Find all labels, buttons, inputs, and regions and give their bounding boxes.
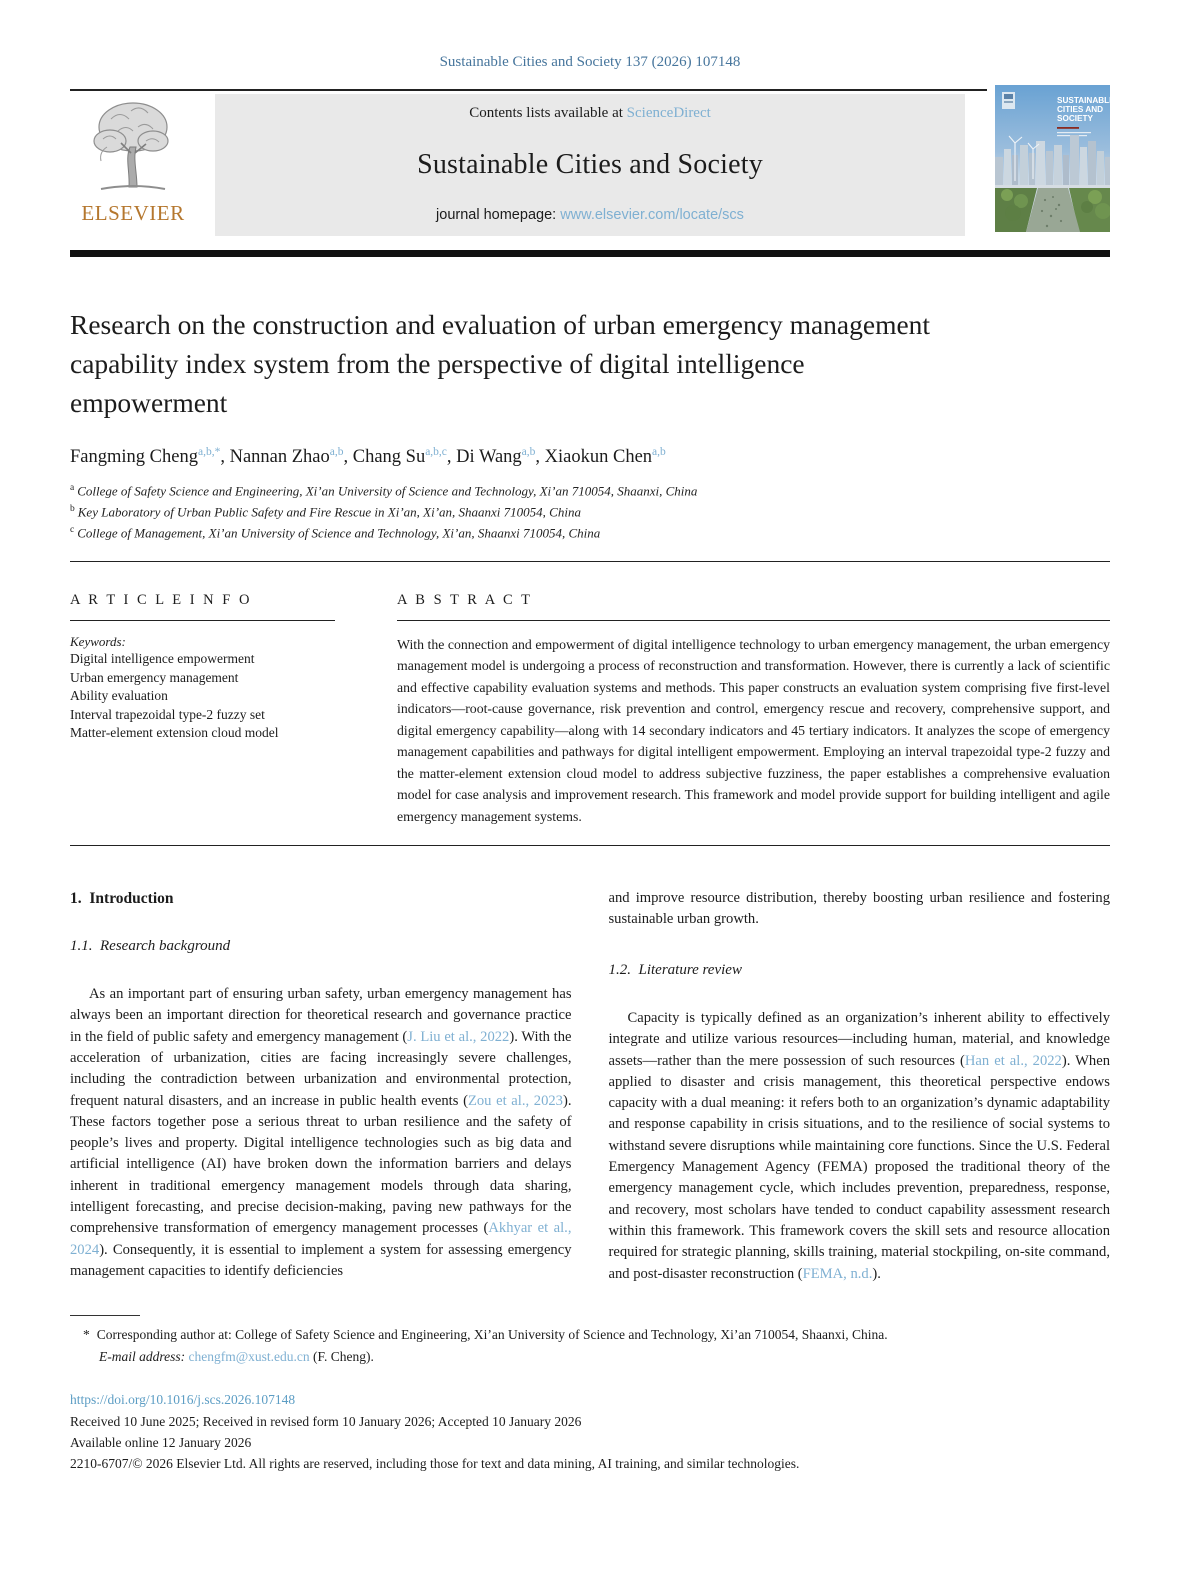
text-link[interactable]: a,b bbox=[521, 446, 536, 459]
affiliations bbox=[70, 481, 1110, 544]
body-columns bbox=[70, 888, 1110, 1285]
abstract-column bbox=[397, 592, 1110, 828]
keyword: Ability evaluation bbox=[70, 688, 168, 704]
affiliation-sup: a bbox=[70, 483, 75, 494]
available-online: Available online 12 January 2026 bbox=[70, 1435, 252, 1451]
text-link[interactable]: a,b bbox=[329, 446, 344, 459]
affiliation-sup: c bbox=[70, 525, 75, 536]
article-info-rule bbox=[70, 620, 335, 621]
keyword: Matter-element extension cloud model bbox=[70, 725, 279, 741]
text-link[interactable]: a,b,* bbox=[197, 446, 221, 459]
journal-banner bbox=[215, 94, 965, 236]
text-link[interactable]: FEMA, n.d. bbox=[802, 1265, 873, 1282]
affiliation-line bbox=[70, 502, 1110, 523]
keyword: Urban emergency management bbox=[70, 669, 239, 685]
affiliation-text: College of Safety Science and Engineering, Xi’an University of Science and Technology, Xi’an 710054, Shaanxi, China bbox=[77, 483, 698, 499]
received-dates: Received 10 June 2025; Received in revised form 10 January 2026; Accepted 10 January 2026 bbox=[70, 1413, 582, 1429]
text-link[interactable]: ScienceDirect bbox=[626, 105, 711, 121]
header-top-rule bbox=[70, 89, 987, 91]
article-title: Research on the construction and evaluation of urban emergency management capability index system from the perspective of digital intelligence empowerment bbox=[70, 309, 931, 419]
affiliation-text: Key Laboratory of Urban Public Safety and Fire Rescue in Xi’an, Xi’an, Shaanxi 710054, China bbox=[77, 504, 581, 520]
elsevier-logo[interactable] bbox=[72, 97, 194, 226]
footnote-rule bbox=[70, 1315, 140, 1316]
footnote-block bbox=[70, 1315, 1110, 1368]
svg-text:CITIES AND: CITIES AND bbox=[1057, 105, 1104, 114]
article-info-column bbox=[70, 592, 335, 828]
text-link[interactable]: J. Liu et al., 2022 bbox=[407, 1028, 510, 1045]
article-info-heading: A R T I C L E I N F O bbox=[70, 591, 252, 608]
text-link[interactable]: a,b bbox=[652, 446, 666, 459]
contents-list-line: Contents lists available at ScienceDirect bbox=[469, 105, 711, 121]
affiliation-line bbox=[70, 523, 1110, 544]
text-link[interactable]: chengfm@xust.edu.cn bbox=[188, 1349, 310, 1365]
section-heading-introduction: 1. Introduction bbox=[70, 889, 174, 907]
journal-cover[interactable] bbox=[995, 85, 1110, 232]
affiliation-sup: b bbox=[70, 504, 75, 515]
affiliation-text: College of Management, Xi’an University of Science and Technology, Xi’an, Shaanxi 710054, China bbox=[77, 525, 601, 541]
text-link[interactable]: Zou et al., 2023 bbox=[467, 1092, 563, 1109]
corresponding-author-text: Corresponding author at: College of Safety Science and Engineering, Xi’an University of Science and Technology, Xi’an 710054, Shaanxi, China. bbox=[96, 1326, 888, 1342]
footnote-marker: * bbox=[83, 1326, 90, 1342]
text-link[interactable]: a,b,c bbox=[425, 446, 447, 459]
journal-homepage-line: journal homepage: www.elsevier.com/locate/scs bbox=[436, 207, 744, 223]
affiliation-line bbox=[70, 481, 1110, 502]
elsevier-wordmark: ELSEVIER bbox=[81, 201, 185, 225]
text-link[interactable]: www.elsevier.com/locate/scs bbox=[560, 207, 744, 223]
text-link[interactable]: Akhyar et al., 2024 bbox=[70, 1220, 572, 1258]
subsection-heading-research-background: 1.1. Research background bbox=[70, 938, 231, 955]
text-link[interactable]: Han et al., 2022 bbox=[964, 1052, 1062, 1069]
journal-cover-art bbox=[995, 85, 1110, 232]
journal-header-band bbox=[70, 89, 1110, 238]
header-thick-rule bbox=[70, 250, 1110, 257]
divider-rule bbox=[70, 561, 1110, 562]
paragraph-literature-review: Capacity is typically defined as an organization’s inherent ability to effectively integrate and utilize various resources—including human, material, and knowledge assets—rather than the mere possession of such resources (Han et al., 2022). When applied to disaster and crisis management, this theoretical perspective endows capacity with a dual meaning: it refers both to an organization’s dynamic adaptability and response capability in crisis situations, and to the resilience of social systems to withstand severe disruptions while maintaining core functions. Since the U.S. Federal Emergency Management Agency (FEMA) proposed the traditional theory of the emergency management cycle, which includes prevention, preparedness, response, and recovery, most scholars have tended to conduct capability assessment research within this framework. This framework covers the skill sets and resource allocation required for strategic planning, skills training, material stockpiling, on-site command, and post-disaster reconstruction (FEMA, n.d.). bbox=[608, 1010, 1110, 1282]
abstract-text: With the connection and empowerment of digital intelligence technology to urban emergency management, the urban emergency management model is undergoing a process of reconstruction and transformation. However, there is currently a lack of scientific and effective capability evaluation systems and methods. This paper constructs an evaluation system comprising five first-level indicators—root-cause governance, risk prevention and control, emergency rescue and recovery, comprehensive support, and digital emergency capability—along with 14 secondary indicators and 45 tertiary indicators. It analyzes the scope of emergency management capabilities and pathways for digital intelligent empowerment. Employing an interval trapezoidal type-2 fuzzy and the matter-element extension cloud model to address subjective fuzziness, the paper establishes a comprehensive evaluation model for case analysis and improvement research. This framework and model provide support for building intelligent and agile emergency management systems. bbox=[397, 636, 1110, 824]
keywords-label: Keywords: bbox=[70, 633, 126, 649]
right-column bbox=[609, 888, 1111, 1285]
corresponding-author-note bbox=[70, 1325, 1110, 1345]
svg-text:SOCIETY: SOCIETY bbox=[1057, 114, 1093, 123]
keyword: Interval trapezoidal type-2 fuzzy set bbox=[70, 706, 265, 722]
paragraph-research-background: As an important part of ensuring urban safety, urban emergency management has always been an important direction for theoretical research and governance practice in the field of public safety and emergency management (J. Liu et al., 2022). With the acceleration of urbanization, cities are facing increasingly severe challenges, including the contradiction between urbanization and environmental protection, frequent natural disasters, and an increase in public health events (Zou et al., 2023). These factors together pose a serious threat to urban resilience and the safety of people’s lives and property. Digital intelligence technologies such as big data and artificial intelligence (AI) have broken down the information barriers and delays inherent in traditional emergency management models through data sharing, intelligent forecasting, and precise decision-making, paving new pathways for the comprehensive transformation of emergency management processes (Akhyar et al., 2024). Consequently, it is essential to implement a system for assessing emergency management capacities to identify deficiencies bbox=[70, 986, 572, 1279]
running-head-citation: Sustainable Cities and Society 137 (2026) 107148 bbox=[439, 54, 741, 70]
keyword: Digital intelligence empowerment bbox=[70, 650, 255, 666]
abstract-heading: A B S T R A C T bbox=[397, 591, 533, 608]
elsevier-tree-icon bbox=[83, 97, 183, 195]
copyright-line: 2210-6707/© 2026 Elsevier Ltd. All rights are reserved, including those for text and data mining, AI training, and similar technologies. bbox=[70, 1456, 800, 1472]
svg-text:SUSTAINABLE: SUSTAINABLE bbox=[1057, 96, 1110, 105]
email-line: E-mail address: chengfm@xust.edu.cn (F. Cheng). bbox=[99, 1349, 374, 1365]
paragraph-continuation: and improve resource distribution, thereby boosting urban resilience and fostering sustainable urban growth. bbox=[608, 889, 1110, 927]
subsection-heading-literature-review: 1.2. Literature review bbox=[608, 962, 742, 979]
article-footer bbox=[70, 1389, 1110, 1474]
left-column bbox=[70, 888, 572, 1285]
journal-title: Sustainable Cities and Society bbox=[417, 148, 763, 180]
abstract-rule bbox=[397, 620, 1110, 621]
divider-rule bbox=[70, 845, 1110, 846]
doi-link[interactable]: https://doi.org/10.1016/j.scs.2026.107148 bbox=[70, 1392, 296, 1408]
author-list: Fangming Cheng$^{a,b,*}$, Nannan Zhao$^{a,b}$, Chang Su$^{a,b,c}$, Di Wang$^{a,b}$, Xiaokun Chen$^{a,b}$ bbox=[70, 446, 666, 468]
article-info-abstract-section bbox=[70, 592, 1110, 828]
